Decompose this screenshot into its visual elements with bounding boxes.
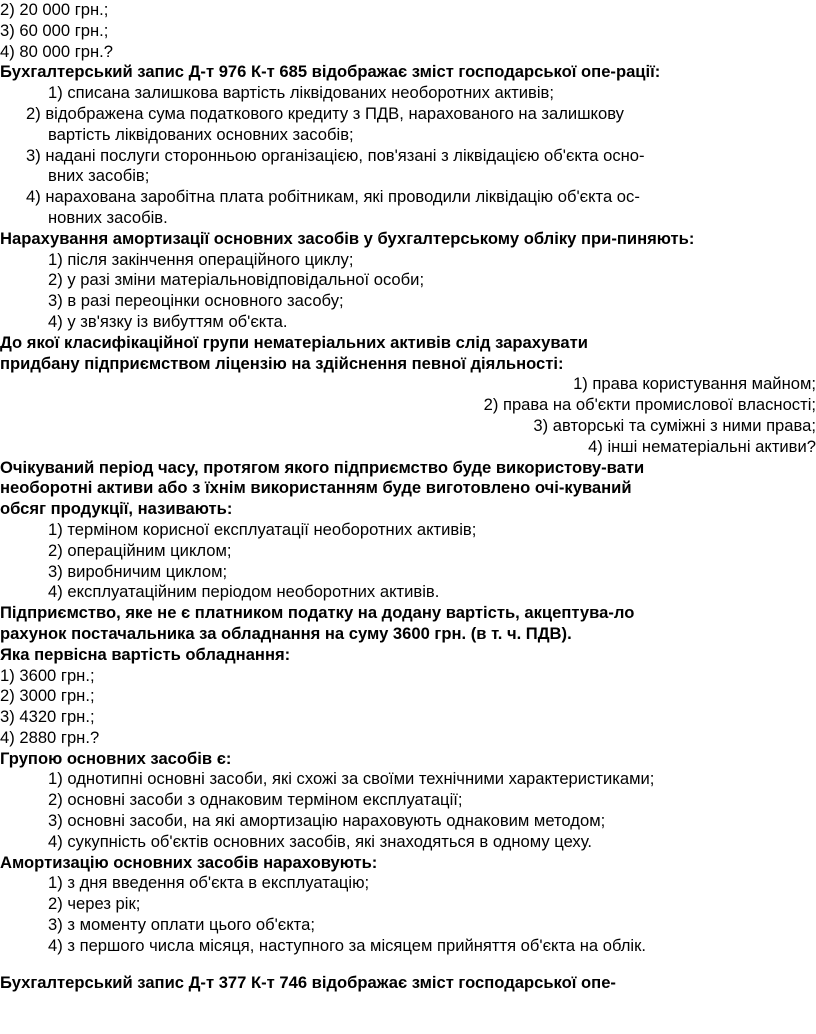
answer-list — [0, 374, 816, 457]
answer-option: 1) права користування майном; — [573, 374, 816, 394]
answer-option: 4) експлуатаційним періодом необоротних активів. — [48, 582, 440, 602]
answer-list — [0, 520, 816, 603]
answer-list — [0, 0, 816, 62]
question-heading: Очікуваний період часу, протягом якого підприємство буде використову-вати — [0, 457, 645, 477]
answer-option: 4) 80 000 грн.? — [0, 41, 114, 61]
answer-option: 3) виробничим циклом; — [48, 561, 228, 581]
answer-option: 3) в разі переоцінки основного засобу; — [48, 291, 344, 311]
answer-option: 2) 3000 грн.; — [0, 686, 95, 706]
answer-option: 4) інші нематеріальні активи? — [588, 436, 816, 456]
question-heading: Бухгалтерський запис Д-т 377 К-т 746 відображає зміст господарської опе- — [0, 972, 616, 992]
question-heading: рахунок постачальника за обладнання на суму 3600 грн. (в т. ч. ПДВ). — [0, 623, 572, 643]
answer-list — [0, 873, 816, 956]
answer-option: 4) з першого числа місяця, наступного за місяцем прийняття об'єкта на облік. — [48, 935, 646, 955]
answer-option: 2) основні засоби з однаковим терміном експлуатації; — [48, 790, 463, 810]
answer-option: 3) 60 000 грн.; — [0, 20, 109, 40]
answer-option: 4) 2880 грн.? — [0, 727, 100, 747]
answer-option: 3) надані послуги сторонньою організацією, пов'язані з ліквідацією об'єкта осно- — [26, 145, 645, 165]
answer-option: 2) у разі зміни матеріальновідповідальної особи; — [48, 270, 425, 290]
answer-option: 3) з моменту оплати цього об'єкта; — [48, 915, 315, 935]
question-heading: Яка первісна вартість обладнання: — [0, 644, 291, 664]
answer-option: 4) сукупність об'єктів основних засобів, які знаходяться в одному цеху. — [48, 831, 592, 851]
answer-option: 1) 3600 грн.; — [0, 665, 95, 685]
question-heading: Бухгалтерський запис Д-т 976 К-т 685 відображає зміст господарської опе-рації: — [0, 62, 661, 82]
answer-option-continuation: вартість ліквідованих основних засобів; — [48, 124, 354, 144]
answer-option: 1) терміном корисної експлуатації необоротних активів; — [48, 519, 477, 539]
question-heading: Групою основних засобів є: — [0, 748, 232, 768]
spacer — [0, 957, 816, 973]
answer-option: 2) відображена сума податкового кредиту з ПДВ, нарахованого на залишкову — [26, 103, 624, 123]
answer-option: 3) основні засоби, на які амортизацію нараховують однаковим методом; — [48, 811, 606, 831]
answer-option-continuation: новних засобів. — [48, 207, 168, 227]
answer-option: 2) 20 000 грн.; — [0, 0, 109, 19]
answer-list — [0, 83, 816, 229]
question-heading: придбану підприємством ліцензію на здійснення певної діяльності: — [0, 353, 564, 373]
question-heading: Нарахування амортизації основних засобів у бухгалтерському обліку при-пиняють: — [0, 228, 695, 248]
answer-list — [0, 666, 816, 749]
answer-option: 2) через рік; — [48, 894, 141, 914]
answer-option: 3) 4320 грн.; — [0, 707, 95, 727]
answer-option: 1) з дня введення об'єкта в експлуатацію; — [48, 873, 370, 893]
question-heading: Амортизацію основних засобів нараховують: — [0, 852, 378, 872]
question-heading: Підприємство, яке не є платником податку на додану вартість, акцептува-ло — [0, 603, 635, 623]
answer-list — [0, 769, 816, 852]
answer-option: 2) права на об'єкти промислової власності; — [483, 395, 816, 415]
question-heading: обсяг продукції, називають: — [0, 499, 233, 519]
answer-option: 1) після закінчення операційного циклу; — [48, 249, 354, 269]
question-heading: До якої класифікаційної групи нематеріальних активів слід зарахувати — [0, 332, 588, 352]
answer-option: 3) авторські та суміжні з ними права; — [533, 415, 816, 435]
answer-list — [0, 250, 816, 333]
answer-option-continuation: вних засобів; — [48, 166, 150, 186]
answer-option: 4) нарахована заробітна плата робітникам, які проводили ліквідацію об'єкта ос- — [26, 187, 640, 207]
question-heading: необоротні активи або з їхнім використанням буде виготовлено очі-куваний — [0, 478, 632, 498]
answer-option: 2) операційним циклом; — [48, 540, 232, 560]
answer-option: 4) у зв'язку із вибуттям об'єкта. — [48, 311, 288, 331]
answer-option: 1) однотипні основні засоби, які схожі за своїми технічними характеристиками; — [48, 769, 655, 789]
answer-option: 1) списана залишкова вартість ліквідованих необоротних активів; — [48, 83, 554, 103]
